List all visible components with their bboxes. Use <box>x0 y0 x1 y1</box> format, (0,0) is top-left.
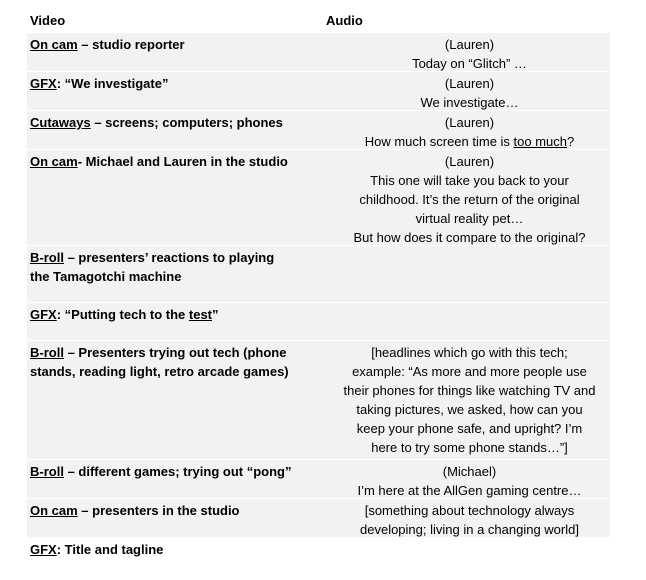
audio-line: virtual reality pet… <box>415 211 524 226</box>
audio-line: Today on “Glitch” … <box>412 56 527 71</box>
audio-line: example: “As more and more people use <box>352 364 587 379</box>
shot-description: - Michael and Lauren in the studio <box>77 154 288 169</box>
shot-type: GFX <box>30 307 57 322</box>
shot-description: – studio reporter <box>77 37 185 52</box>
shot-type: On cam <box>30 37 78 52</box>
video-cell <box>30 248 310 286</box>
audio-line: their phones for things like watching TV and <box>343 383 596 398</box>
table-row <box>27 498 610 537</box>
script-table <box>27 32 610 563</box>
shot-description: : Title and tagline <box>56 542 164 557</box>
table-row <box>27 302 610 340</box>
shot-type: On cam <box>30 503 78 518</box>
video-cell <box>30 74 310 93</box>
shot-type: B-roll <box>30 250 64 265</box>
shot-description: – Presenters trying out tech (phone <box>63 345 287 360</box>
audio-cell <box>332 343 607 457</box>
table-row <box>27 71 610 110</box>
audio-line: But how does it compare to the original? <box>353 230 586 245</box>
audio-cell <box>332 462 607 500</box>
shot-description: : “We investigate” <box>56 76 169 91</box>
audio-column-header: Audio <box>326 13 363 28</box>
audio-line: here to try some phone stands…”] <box>371 440 568 455</box>
shot-description: : “Putting tech to the <box>56 307 189 322</box>
shot-type: GFX <box>30 76 57 91</box>
video-cell <box>30 113 310 132</box>
video-cell <box>30 462 310 481</box>
shot-type: Cutaways <box>30 115 91 130</box>
audio-line: This one will take you back to your <box>370 173 569 188</box>
audio-line: taking pictures, we asked, how can you <box>356 402 583 417</box>
audio-cell <box>332 113 607 151</box>
shot-description: – different games; trying out “pong” <box>63 464 292 479</box>
shot-description: – screens; computers; phones <box>90 115 283 130</box>
audio-cell <box>332 74 607 112</box>
audio-cell <box>332 501 607 539</box>
table-row <box>27 459 610 498</box>
audio-line: We investigate… <box>420 95 519 110</box>
speaker: (Lauren) <box>444 76 495 91</box>
audio-line: [headlines which go with this tech; <box>371 345 568 360</box>
audio-line: How much screen time is too much? <box>364 134 575 149</box>
audio-cell <box>332 152 607 247</box>
shot-description-cont: the Tamagotchi machine <box>30 269 182 284</box>
table-row <box>27 537 610 563</box>
video-cell <box>30 35 310 54</box>
audio-line: keep your phone safe, and upright? I’m <box>356 421 583 436</box>
audio-line: [something about technology always <box>364 503 575 518</box>
shot-type: B-roll <box>30 345 64 360</box>
video-column-header: Video <box>30 13 66 28</box>
shot-type: On cam <box>30 154 78 169</box>
shot-description: – presenters in the studio <box>77 503 240 518</box>
audio-line: developing; living in a changing world] <box>360 522 579 537</box>
shot-description-underlined: test <box>188 307 213 322</box>
shot-description-cont: stands, reading light, retro arcade games) <box>30 364 289 379</box>
video-cell <box>30 540 310 559</box>
speaker: (Lauren) <box>444 154 495 169</box>
table-row <box>27 245 610 302</box>
audio-line: childhood. It’s the return of the original <box>359 192 580 207</box>
video-cell <box>30 152 310 171</box>
shot-type: B-roll <box>30 464 64 479</box>
shot-type: GFX <box>30 542 57 557</box>
table-row <box>27 149 610 245</box>
shot-description: – presenters’ reactions to playing <box>63 250 275 265</box>
table-header <box>30 13 610 33</box>
audio-line: I’m here at the AllGen gaming centre… <box>357 483 582 498</box>
table-row <box>27 32 610 71</box>
speaker: (Lauren) <box>444 37 495 52</box>
video-cell <box>30 501 310 520</box>
video-cell: GFX: “Putting tech to the test” <box>30 307 219 322</box>
speaker: (Michael) <box>442 464 497 479</box>
speaker: (Lauren) <box>444 115 495 130</box>
table-row <box>27 110 610 149</box>
video-cell <box>30 343 310 381</box>
table-row <box>27 340 610 459</box>
audio-cell <box>332 35 607 73</box>
